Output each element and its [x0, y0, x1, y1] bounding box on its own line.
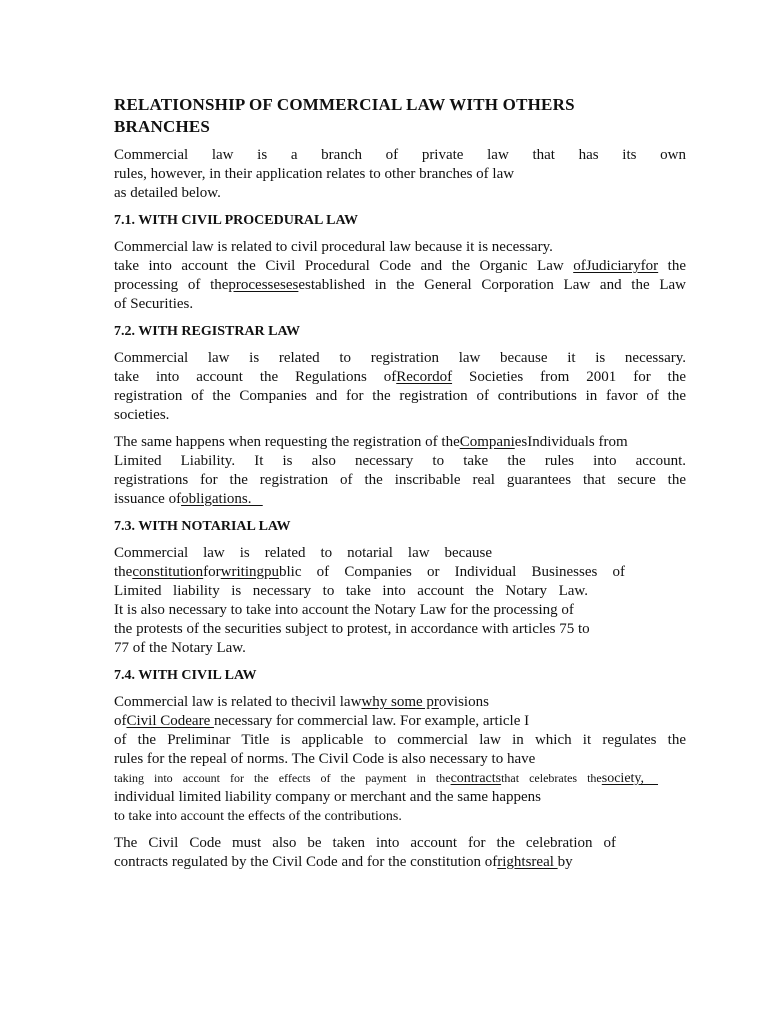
intro-paragraph	[114, 146, 686, 203]
paragraph-line	[114, 769, 658, 788]
underlined-text: Civil Codeare	[126, 713, 214, 729]
paragraph-line: Limited liability is necessary to take into account the Notary Law.	[114, 583, 588, 599]
paragraph-line: registration of the Companies and for the registration of contributions in favor of the	[114, 388, 686, 404]
civil-procedural-paragraph	[114, 238, 686, 314]
title-line-1: RELATIONSHIP OF COMMERCIAL LAW WITH OTHERS	[114, 95, 575, 114]
paragraph-line	[114, 276, 686, 295]
paragraph-line: Commercial law is related to registration law because it is necessary.	[114, 350, 686, 366]
paragraph-line: Commercial law is related to notarial law because	[114, 545, 492, 561]
section-heading-notarial: 7.3. WITH NOTARIAL LAW	[114, 519, 291, 534]
text-run: take into account the Civil Procedural Code and the Organic Law	[114, 258, 574, 274]
paragraph-line	[114, 433, 686, 452]
text-run: for	[203, 564, 221, 580]
text-run: blic of Companies or Individual Businesses of	[279, 564, 625, 580]
civil-paragraph-2	[114, 834, 686, 872]
underlined-text: rightsreal	[497, 854, 558, 870]
paragraph-line	[114, 712, 686, 731]
registrar-paragraph-2	[114, 433, 686, 509]
paragraph-line: registrations for the registration of the inscribable real guarantees that secure the	[114, 472, 686, 488]
text-run: Commercial law is related to thecivil law	[114, 694, 362, 710]
text-run: processing of the	[114, 277, 229, 293]
text-run: taking into account for the effects of the payment in the	[114, 771, 451, 785]
underlined-text: contracts	[450, 771, 502, 786]
intro-line-1: Commercial law is a branch of private law that has its own	[114, 147, 686, 163]
paragraph-line: 77 of the Notary Law.	[114, 640, 246, 656]
text-run: that celebrates the	[501, 771, 602, 785]
paragraph-line: It is also necessary to take into account the Notary Law for the processing of	[114, 602, 574, 618]
paragraph-line: Commercial law is related to civil procedural law because it is necessary.	[114, 239, 553, 255]
text-run: ovisions	[438, 694, 489, 710]
document-title	[114, 94, 686, 138]
notarial-paragraph	[114, 544, 686, 658]
paragraph-line: Limited Liability. It is also necessary to take the rules into account.	[114, 453, 686, 469]
text-run: Societies from 2001 for the	[452, 369, 686, 385]
paragraph-line	[114, 257, 686, 276]
underlined-text: Recordof	[396, 369, 453, 385]
paragraph-line	[114, 563, 625, 582]
paragraph-line: rules for the repeal of norms. The Civil Code is also necessary to have	[114, 751, 536, 767]
civil-paragraph-1	[114, 693, 686, 826]
underlined-text: ofJudiciaryfor	[573, 258, 659, 274]
paragraph-line	[114, 490, 686, 509]
underlined-text: why some pr	[361, 694, 439, 710]
text-run: take into account the Regulations of	[114, 369, 397, 385]
paragraph-line: the protests of the securities subject to protest, in accordance with articles 75 to	[114, 621, 590, 637]
paragraph-line: of Securities.	[114, 296, 194, 312]
text-run: the	[658, 258, 687, 274]
intro-line-2: rules, however, in their application relates to other branches of law	[114, 166, 515, 182]
text-run: of	[114, 713, 127, 729]
intro-line-3: as detailed below.	[114, 185, 221, 201]
text-run: esIndividuals from	[514, 434, 628, 450]
document-page	[114, 94, 686, 880]
section-heading-civil: 7.4. WITH CIVIL LAW	[114, 668, 257, 683]
underlined-text: writingpu	[220, 564, 280, 580]
paragraph-line: The Civil Code must also be taken into account for the celebration of	[114, 835, 616, 851]
paragraph-line	[114, 693, 686, 712]
paragraph-line: societies.	[114, 407, 170, 423]
section-heading-civil-procedural: 7.1. WITH CIVIL PROCEDURAL LAW	[114, 213, 359, 228]
text-run: issuance of	[114, 491, 182, 507]
text-run: established in the General Corporation Law and the Law	[298, 277, 686, 293]
text-run: contracts regulated by the Civil Code and for the constitution of	[114, 854, 498, 870]
underlined-text: Compani	[459, 434, 515, 450]
section-heading-registrar: 7.2. WITH REGISTRAR LAW	[114, 324, 301, 339]
text-run: The same happens when requesting the registration of the	[114, 434, 460, 450]
text-run: the	[114, 564, 133, 580]
underlined-text: constitution	[132, 564, 204, 580]
title-line-2: BRANCHES	[114, 117, 211, 136]
underlined-text: society,	[601, 771, 659, 786]
text-run: necessary for commercial law. For example, article I	[213, 713, 530, 729]
paragraph-line: to take into account the effects of the contributions.	[114, 809, 402, 824]
underlined-text: processeses	[228, 277, 299, 293]
registrar-paragraph-1	[114, 349, 686, 425]
paragraph-line: of the Preliminar Title is applicable to commercial law in which it regulates the	[114, 732, 686, 748]
paragraph-line	[114, 368, 686, 387]
underlined-text: obligations.	[181, 491, 263, 507]
paragraph-line	[114, 853, 686, 872]
paragraph-line: individual limited liability company or merchant and the same happens	[114, 789, 541, 805]
text-run: by	[557, 854, 573, 870]
